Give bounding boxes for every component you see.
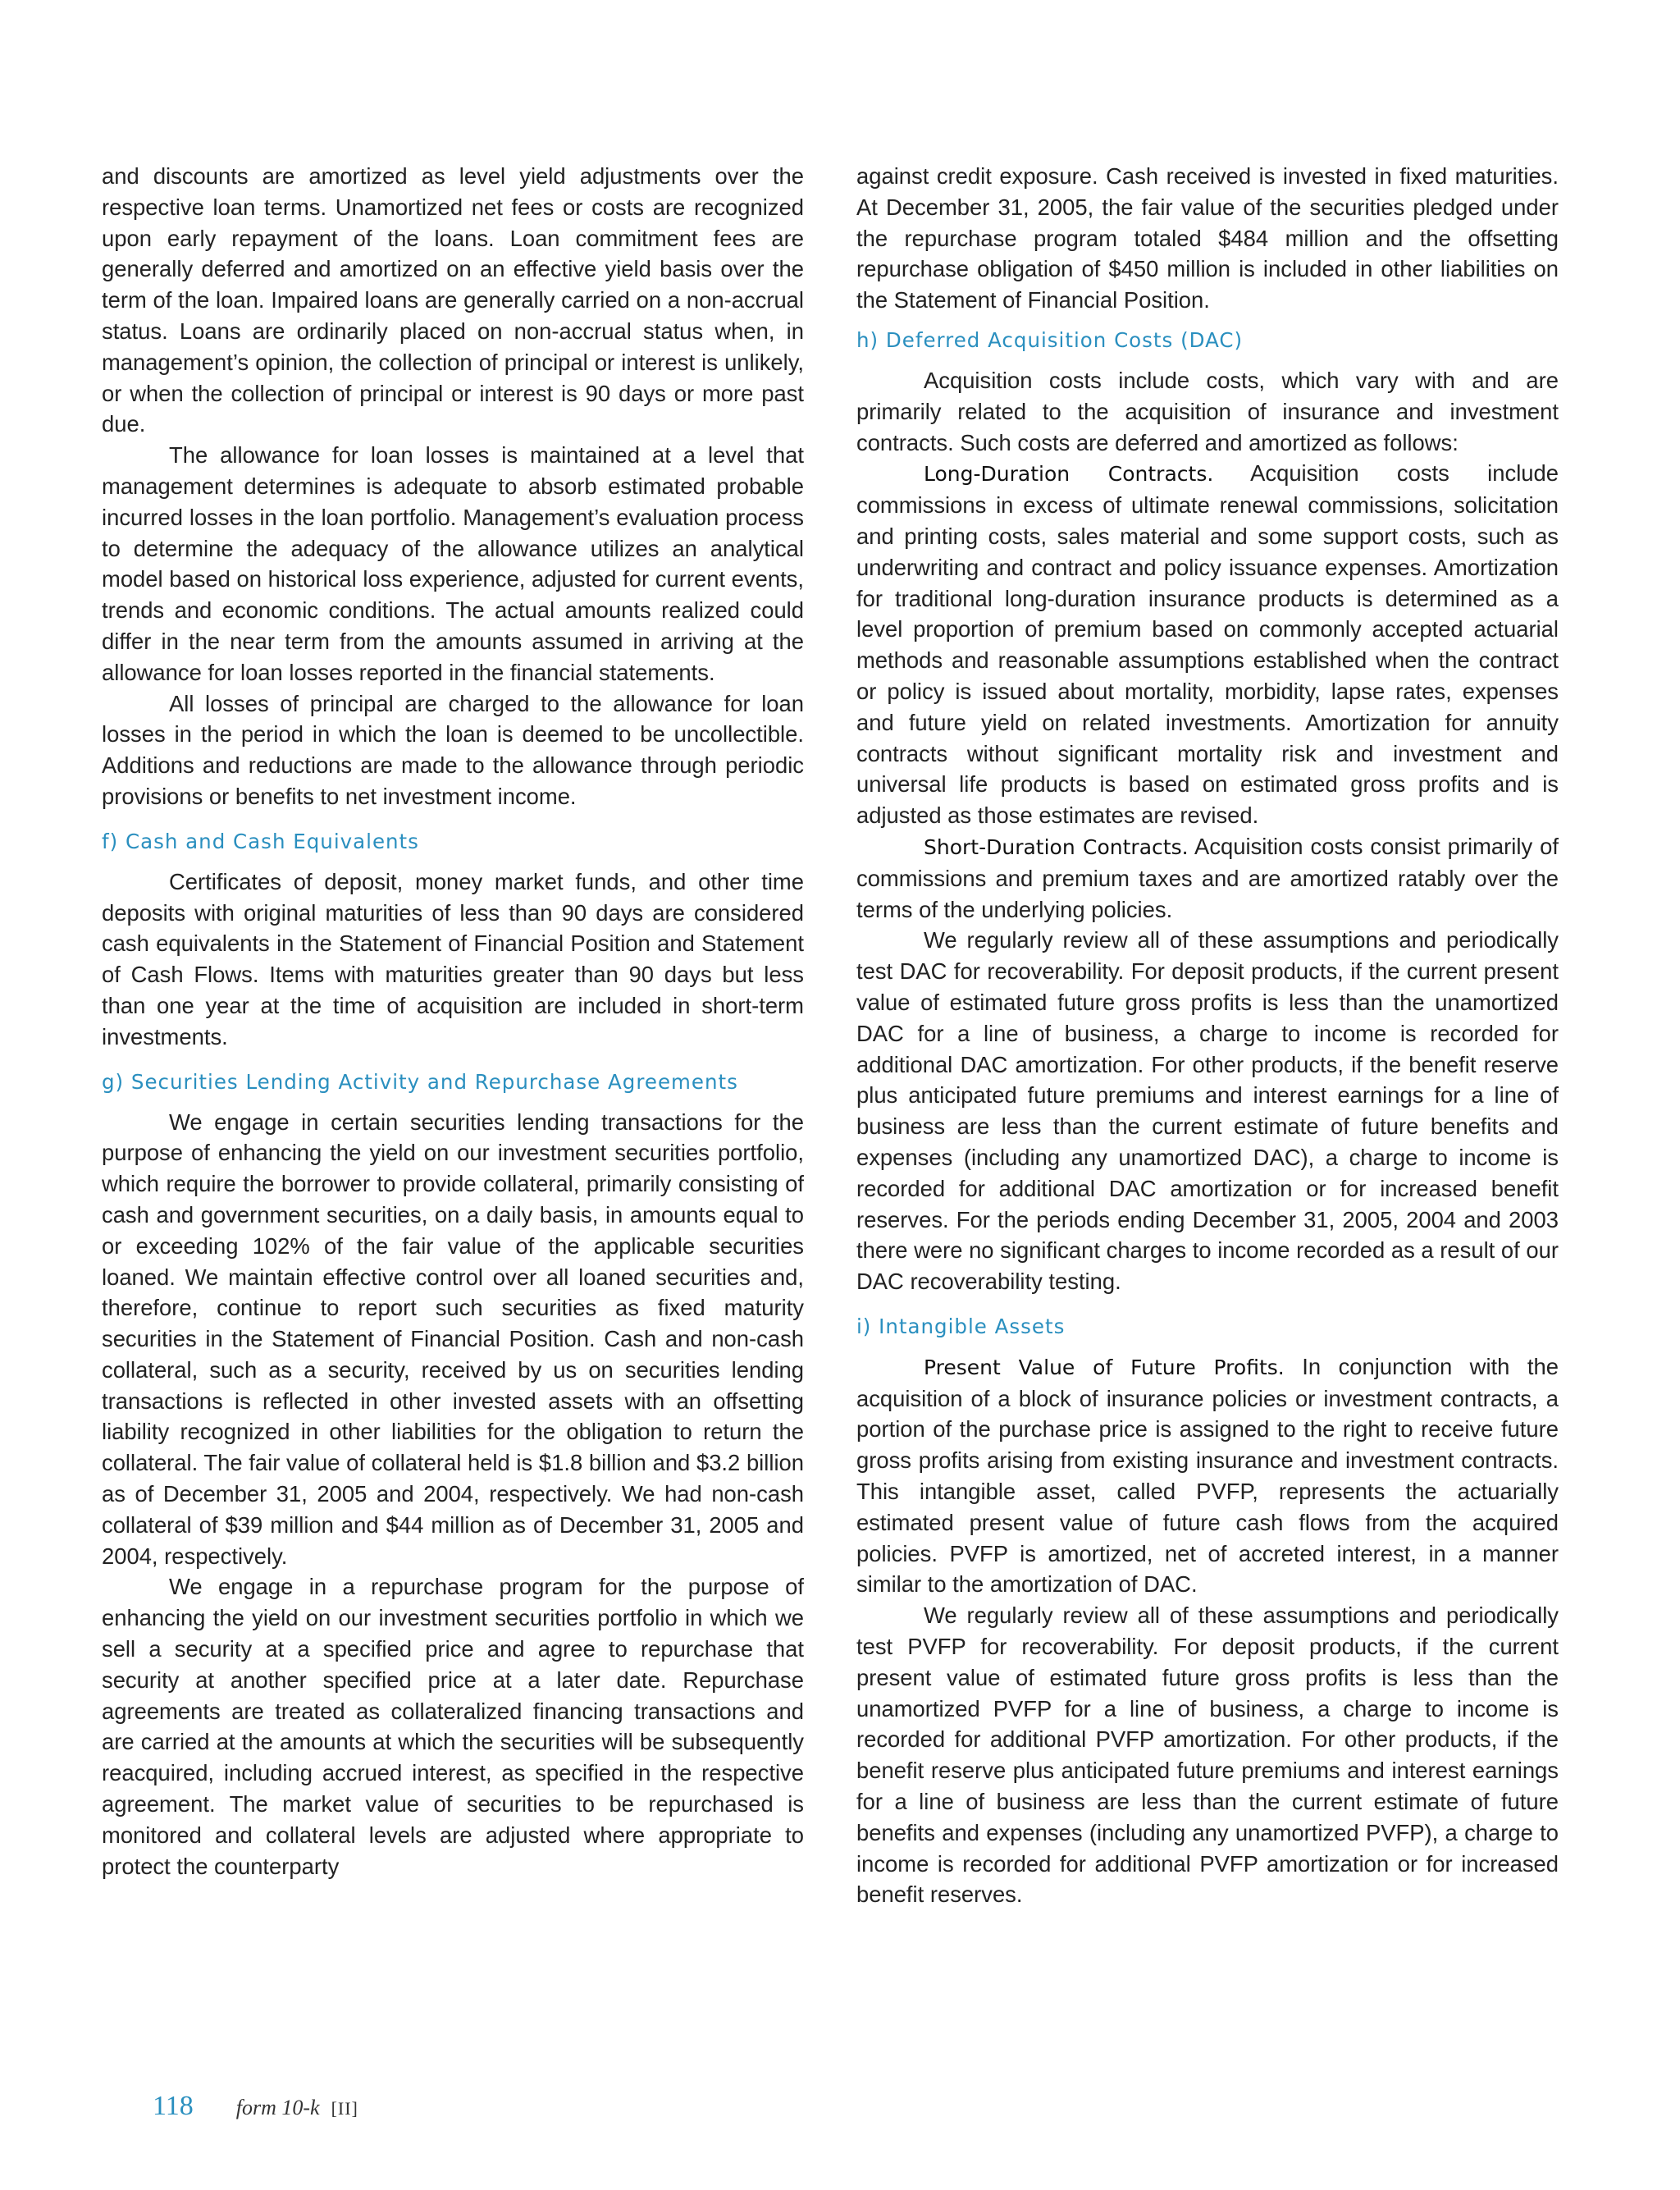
paragraph: We regularly review all of these assumptions and periodically test PVFP for recoverability. For deposit products, if the current present value of estimated future gross profits is less than the unamortized PVFP for a line of business, a charge to income is recorded for additional PVFP amortization. For other products, if the benefit reserve plus anticipated future premiums and interest earnings for a line of business are less than the current estimate of future benefits and expenses (including any unamortized PVFP), a charge to income is recorded for additional PVFP amortization or for increased benefit reserves. — [856, 1602, 1559, 1908]
run-in-heading: Long-Duration Contracts. — [924, 462, 1214, 487]
section-heading-intangible-assets: i) Intangible Assets — [856, 1314, 1066, 1338]
paragraph — [856, 458, 1559, 831]
paragraph: We engage in certain securities lending transactions for the purpose of enhancing the yield on our investment securities portfolio, which require the borrower to provide collateral, primarily consisting of cash and government securities, on a daily basis, in amounts equal to or exceeding 102% of the fair value of the applicable securities loaned. We maintain effective control over all loaned securities and, therefore, continue to report such securities as fixed maturity securities in the Statement of Financial Position. Cash and non-cash collateral, such as a security, received by us on securities lending transactions is reflected in other invested assets with an offsetting liability recognized in other liabilities for the obligation to return the collateral. The fair value of collateral held is $1.8 billion and $3.2 billion as of December 31, 2005 and 2004, respectively. We had non-cash collateral of $39 million and $44 million as of December 31, 2005 and 2004, respectively. — [102, 1109, 804, 1569]
paragraph: The allowance for loan losses is maintained at a level that management determines is adequate to absorb estimated probable incurred losses in the loan portfolio. Management’s evaluation process to determine the adequacy of the allowance utilizes an analytical model based on historical loss experience, adjusted for current events, trends and economic conditions. The actual amounts realized could differ in the near term from the amounts assumed in arriving at the allowance for loan losses reported in the financial statements. — [102, 442, 804, 685]
paragraph-text: Acquisition costs consist primarily of commissions and premium taxes and are amortized ratably over the terms of the underlying policies. — [856, 833, 1559, 922]
right-column — [856, 161, 1559, 1910]
page-footer — [153, 2091, 358, 2122]
paragraph-text: In conjunction with the acquisition of a block of insurance policies or investment contracts, a portion of the purchase price is assigned to the right to receive future gross profits arising from existing insurance and investment contracts. This intangible asset, called PVFP, represents the actuarially estimated present value of future cash flows from the acquired policies. PVFP is amortized, net of accreted interest, in a manner similar to the amortization of DAC. — [856, 1353, 1559, 1598]
form-label: form 10-k — [235, 2096, 320, 2119]
section-heading-cash: f) Cash and Cash Equivalents — [102, 829, 419, 853]
page-number: 118 — [153, 2091, 194, 2121]
section-heading-dac: h) Deferred Acquisition Costs (DAC) — [856, 327, 1244, 352]
paragraph: We engage in a repurchase program for the purpose of enhancing the yield on our investment securities portfolio in which we sell a security at a specified price and agree to repurchase that security at another specified price at a later date. Repurchase agreements are treated as collateralized financing transactions and are carried at the amounts at which the securities will be subsequently reacquired, including accrued interest, as specified in the respective agreement. The market value of securities to be repurchased is monitored and collateral levels are adjusted where appropriate to protect the counterparty — [102, 1574, 804, 1879]
run-in-heading: Present Value of Future Profits. — [924, 1355, 1285, 1379]
run-in-heading: Short-Duration Contracts. — [924, 834, 1189, 859]
paragraph: and discounts are amortized as level yield adjustments over the respective loan terms. Unamortized net fees or costs are recognized upon early repayment of the loans. Loan commitment fees are generally deferred and amortized on an effective yield basis over the term of the loan. Impaired loans are generally carried on a non-accrual status. Loans are ordinarily placed on non-accrual status when, in management’s opinion, the collection of principal or interest is unlikely, or when the collection of principal or interest is 90 days or more past due. — [102, 163, 804, 437]
paragraph-text: Acquisition costs include commissions in excess of ultimate renewal commissions, solicitation and printing costs, sales material and some support costs, such as underwriting and contract and policy issuance expenses. Amortization for traditional long-duration insurance products is determined as a level proportion of premium based on commonly accepted actuarial methods and reasonable assumptions established when the contract or policy is issued about mortality, morbidity, lapse rates, expenses and future yield on related investments. Amortization for annuity contracts without significant mortality risk and investment and universal life products is based on estimated gross profits and is adjusted as those estimates are revised. — [856, 460, 1559, 829]
paragraph — [856, 831, 1559, 925]
paragraph: Acquisition costs include costs, which vary with and are primarily related to the acquisition of insurance and investment contracts. Such costs are deferred and amortized as follows: — [856, 367, 1559, 455]
paragraph: All losses of principal are charged to the allowance for loan losses in the period in which the loan is deemed to be uncollectible. Additions and reductions are made to the allowance through periodic provisions or benefits to net investment income. — [102, 690, 804, 809]
part-label: [II] — [331, 2098, 358, 2119]
paragraph — [856, 1351, 1559, 1600]
left-column — [102, 161, 804, 1881]
paragraph: against credit exposure. Cash received is invested in fixed maturities. At December 31, 2005, the fair value of the securities pledged under the repurchase program totaled $484 million and the offsetting repurchase obligation of $450 million is included in other liabilities on the Statement of Financial Position. — [856, 163, 1559, 313]
paragraph: We regularly review all of these assumptions and periodically test DAC for recoverability. For deposit products, if the current present value of estimated future gross profits is less than the unamortized DAC for a line of business, a charge to income is recorded for additional DAC amortization. For other products, if the benefit reserve plus anticipated future premiums and interest earnings for a line of business are less than the current estimate of future benefits and expenses (including any unamortized DAC), a charge to income is recorded for additional DAC amortization or for increased benefit reserves. For the periods ending December 31, 2005, 2004 and 2003 there were no significant charges to income recorded as a result of our DAC recoverability testing. — [856, 927, 1559, 1295]
section-heading-securities-lending: g) Securities Lending Activity and Repurchase Agreements — [102, 1069, 738, 1094]
paragraph: Certificates of deposit, money market funds, and other time deposits with original maturities of less than 90 days are considered cash equivalents in the Statement of Financial Position and Statement of Cash Flows. Items with maturities greater than 90 days but less than one year at the time of acquisition are included in short-term investments. — [102, 868, 804, 1049]
